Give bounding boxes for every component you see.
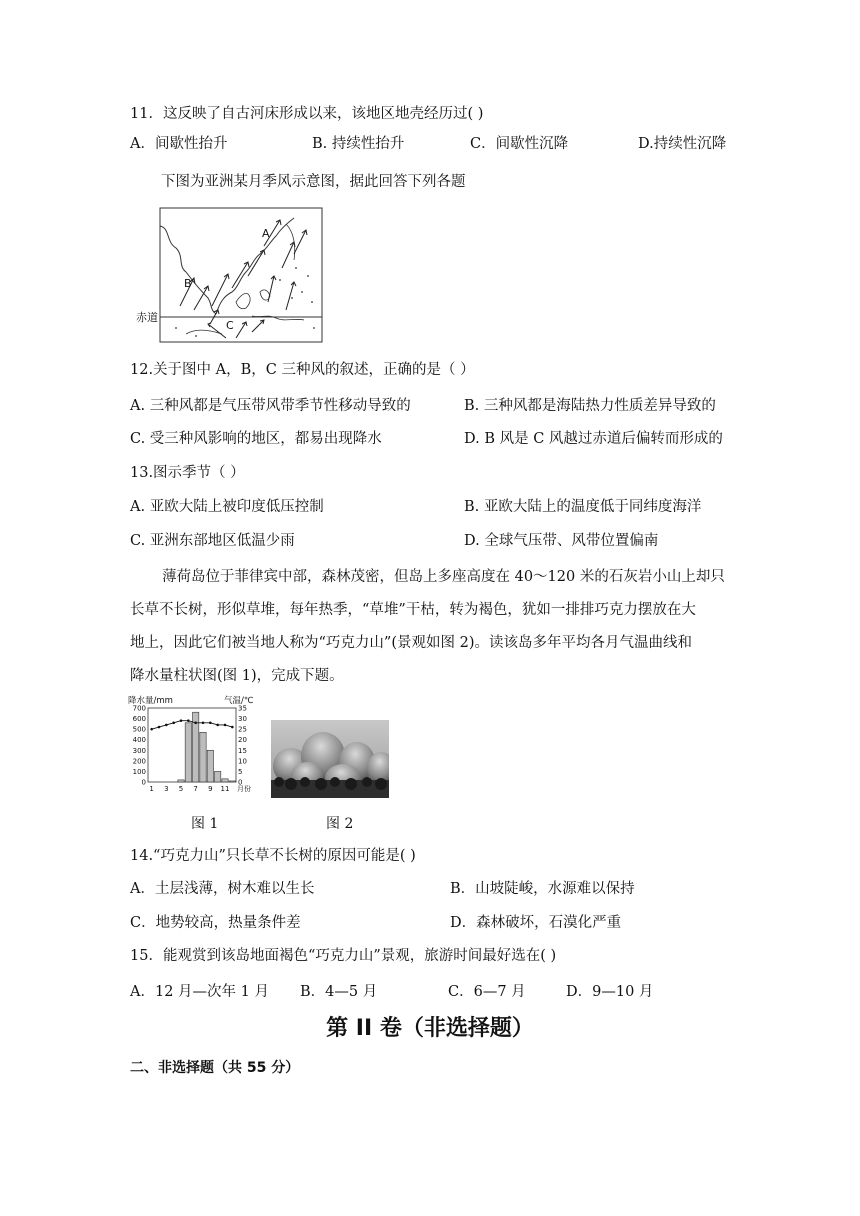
passage-line-1: 薄荷岛位于菲律宾中部，森林茂密，但岛上多座高度在 40～120 米的石灰岩小山上却只 [162, 569, 725, 585]
temperature-point-10 [216, 724, 219, 727]
y-left-tick-label: 400 [132, 736, 146, 745]
q11-stem: 11．这反映了自古河床形成以来，该地区地壳经历过( ) [130, 106, 484, 122]
section-title: 第 II 卷（非选择题） [326, 1016, 534, 1041]
q15-option-c: C．6—7 月 [448, 984, 526, 1000]
precip-bar-11 [222, 779, 228, 782]
x-axis-label: 月份 [237, 785, 251, 793]
wind-label-c: C [226, 319, 234, 332]
q13-option-c: C. 亚洲东部地区低温少雨 [130, 533, 295, 549]
y-left-tick-label: 600 [132, 715, 146, 724]
temperature-point-11 [224, 724, 227, 727]
passage-line-2: 长草不长树，形似草堆，每年热季，“草堆”干枯，转为褐色，犹如一排排巧克力摆放在大 [130, 602, 696, 618]
q11-option-b: B. 持续性抬升 [312, 136, 405, 152]
map-intro: 下图为亚洲某月季风示意图，据此回答下列各题 [161, 174, 466, 190]
y-right-tick-label: 20 [238, 736, 247, 745]
figure2-caption: 图 2 [326, 816, 354, 832]
y-right-tick-label: 35 [238, 704, 247, 713]
temperature-point-1 [150, 728, 153, 731]
figure1-caption: 图 1 [191, 816, 219, 832]
y-left-tick-label: 300 [132, 746, 146, 755]
ylabel-left: 降水量/mm [128, 696, 173, 706]
wind-label-b: B [184, 277, 192, 290]
y-right-tick-label: 0 [238, 778, 243, 787]
q14-option-a: A．土层浅薄，树木难以生长 [130, 881, 315, 897]
q13-option-a: A. 亚欧大陆上被印度低压控制 [130, 499, 324, 515]
x-tick-label: 1 [149, 785, 154, 793]
temperature-point-5 [180, 719, 183, 722]
chocolate-hills-photo [271, 720, 389, 798]
q12-option-a: A. 三种风都是气压带风带季节性移动导致的 [130, 398, 411, 414]
q11-option-a: A．间歇性抬升 [130, 136, 228, 152]
x-tick-label: 7 [193, 785, 198, 793]
q15-option-a: A．12 月—次年 1 月 [130, 984, 269, 1000]
passage-line-4: 降水量柱状图(图 1)，完成下题。 [130, 668, 344, 684]
precip-bar-8 [200, 732, 206, 782]
section-subtitle: 二、非选择题（共 55 分） [130, 1060, 300, 1076]
temperature-point-6 [187, 719, 190, 722]
q15-stem: 15．能观赏到该岛地面褐色“巧克力山”景观，旅游时间最好选在( ) [130, 948, 557, 964]
precip-bar-9 [207, 750, 213, 782]
temperature-line [152, 721, 233, 729]
q11-option-d: D.持续性沉降 [638, 136, 727, 152]
ylabel-right: 气温/℃ [224, 696, 254, 706]
q12-option-b: B. 三种风都是海陆热力性质差异导致的 [464, 398, 716, 414]
x-tick-label: 5 [178, 785, 184, 793]
y-right-tick-label: 10 [238, 757, 247, 766]
q15-option-d: D．9—10 月 [566, 984, 654, 1000]
passage-line-3: 地上，因此它们被当地人称为“巧克力山”(景观如图 2)。读该岛多年平均各月气温曲线和 [130, 635, 692, 651]
precip-bar-5 [178, 780, 184, 782]
precip-bar-12 [229, 781, 235, 782]
q12-option-d: D. B 风是 C 风越过赤道后偏转而形成的 [464, 431, 723, 447]
climate-chart [124, 694, 260, 800]
temperature-point-2 [158, 726, 161, 729]
temperature-point-9 [209, 722, 212, 725]
temperature-point-4 [172, 722, 175, 725]
y-left-tick-label: 700 [132, 704, 146, 713]
y-left-tick-label: 200 [132, 757, 146, 766]
q12-stem: 12.关于图中 A，B，C 三种风的叙述，正确的是（ ） [130, 362, 475, 378]
y-right-tick-label: 5 [238, 767, 243, 776]
q14-option-b: B．山坡陡峻，水源难以保持 [450, 881, 635, 897]
equator-label: 赤道 [136, 311, 158, 324]
monsoon-map [136, 206, 326, 346]
q11-option-c: C．间歇性沉降 [470, 136, 569, 152]
y-right-tick-label: 25 [238, 725, 247, 734]
x-tick-label: 3 [164, 785, 169, 793]
temperature-point-7 [194, 722, 197, 725]
y-left-tick-label: 100 [132, 767, 146, 776]
x-tick-label: 9 [208, 785, 213, 793]
plot-frame [148, 708, 236, 782]
q12-option-c: C. 受三种风影响的地区，都易出现降水 [130, 431, 382, 447]
temperature-point-3 [165, 724, 168, 727]
q13-option-d: D. 全球气压带、风带位置偏南 [464, 533, 659, 549]
x-tick-label: 11 [220, 785, 230, 793]
wind-label-a: A [262, 227, 270, 240]
y-left-tick-label: 0 [141, 778, 146, 787]
y-right-tick-label: 15 [238, 746, 247, 755]
q14-stem: 14.“巧克力山”只长草不长树的原因可能是( ) [130, 848, 416, 864]
q14-option-c: C．地势较高，热量条件差 [130, 915, 301, 931]
y-left-tick-label: 500 [132, 725, 146, 734]
q13-option-b: B. 亚欧大陆上的温度低于同纬度海洋 [464, 499, 702, 515]
q14-option-d: D．森林破坏，石漠化严重 [450, 915, 622, 931]
temperature-point-8 [202, 722, 205, 725]
passage [130, 561, 730, 693]
precip-bar-10 [215, 771, 221, 782]
temperature-point-12 [231, 726, 234, 729]
precip-bar-6 [185, 723, 191, 782]
y-right-tick-label: 30 [238, 715, 247, 724]
q13-stem: 13.图示季节（ ） [130, 465, 245, 481]
q15-option-b: B．4—5 月 [300, 984, 378, 1000]
